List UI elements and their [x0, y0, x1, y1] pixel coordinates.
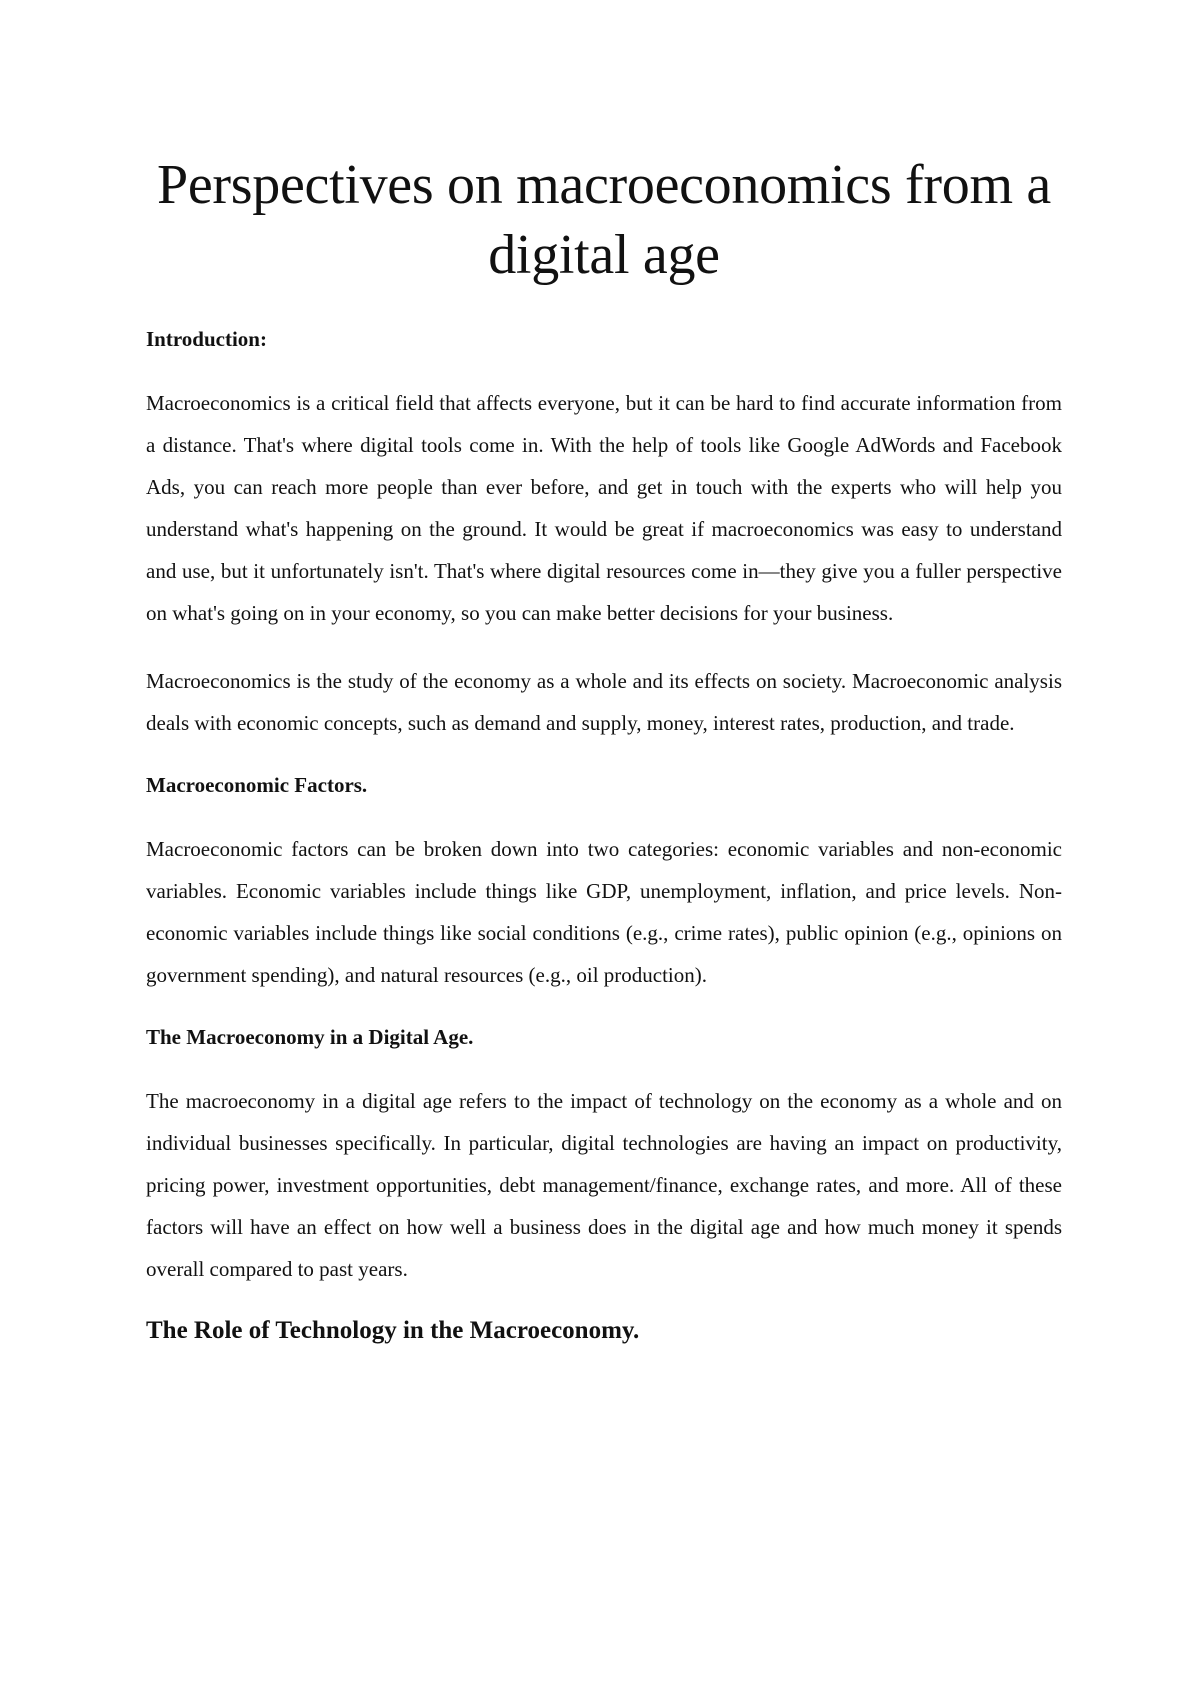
paragraph: The macroeconomy in a digital age refers to the impact of technology on the economy as a whole and on individual businesses specifically. In particular, digital technologies are having an impact on productivity, pricing power, investment opportunities, debt management/finance, exchange rates, and more. All of these factors will have an effect on how well a business does in the digital age and how much money it spends overall compared to past years.: [146, 1089, 1062, 1281]
paragraph: Macroeconomic factors can be broken down into two categories: economic variables and non-economic variables. Economic variables include things like GDP, unemployment, inflation, and price levels. Non-economic variables include things like social conditions (e.g., crime rates), public opinion (e.g., opinions on government spending), and natural resources (e.g., oil production).: [146, 837, 1062, 987]
section-heading-digital-age: The Macroeconomy in a Digital Age.: [146, 1025, 474, 1049]
section-heading-technology: The Role of Technology in the Macroeconomy.: [146, 1317, 640, 1344]
document-title: Perspectives on macroeconomics from a digital age: [157, 154, 1051, 286]
document-page: [146, 150, 1062, 1374]
section-heading-macroeconomic-factors: Macroeconomic Factors.: [146, 773, 368, 797]
paragraph: Macroeconomics is a critical field that affects everyone, but it can be hard to find accurate information from a distance. That's where digital tools come in. With the help of tools like Google AdWords and Facebook Ads, you can reach more people than ever before, and get in touch with the experts who will help you understand what's happening on the ground. It would be great if macroeconomics was easy to understand and use, but it unfortunately isn't. That's where digital resources come in—they give you a fuller perspective on what's going on in your economy, so you can make better decisions for your business.: [146, 391, 1062, 625]
paragraph: Macroeconomics is the study of the economy as a whole and its effects on society. Macroeconomic analysis deals with economic concepts, such as demand and supply, money, interest rates, production, and trade.: [146, 669, 1062, 735]
section-heading-introduction: Introduction:: [146, 327, 267, 351]
